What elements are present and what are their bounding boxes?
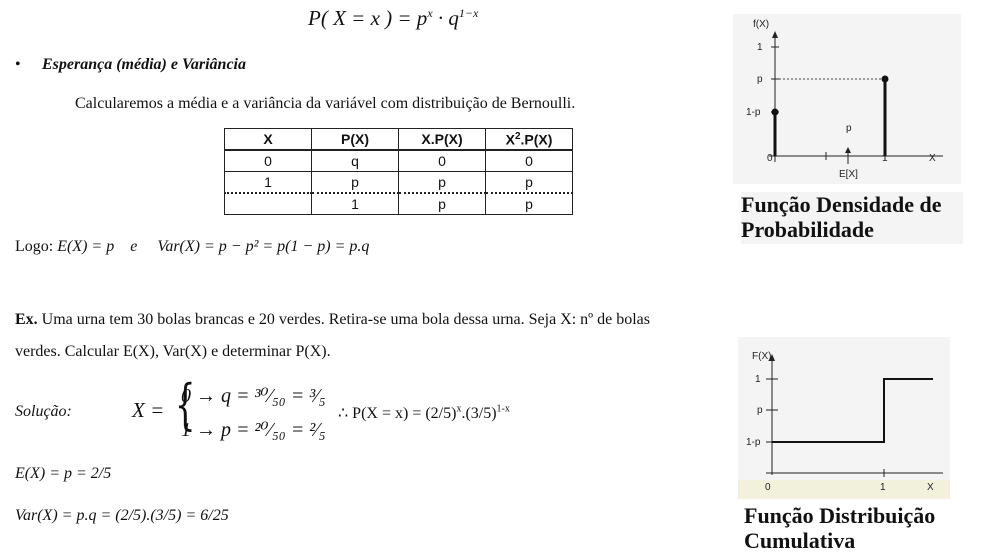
logo-line [15, 238, 369, 256]
solution-label: Solução: [15, 403, 72, 420]
therefore-base: ∴ P(X = x) = (2/5) [338, 405, 457, 422]
example-label: Ex. [15, 311, 38, 328]
table-row-total [225, 193, 573, 215]
example-line-2: verdes. Calcular E(X), Var(X) e determinar P(X). [15, 343, 331, 360]
table-cell: p [399, 193, 486, 215]
cdf-chart [738, 337, 950, 499]
pmf-caption-line-2: Probabilidade [741, 217, 874, 242]
logo-prefix: Logo: [15, 238, 58, 255]
example-line-1 [15, 311, 650, 329]
table-cell: p [486, 193, 573, 215]
therefore-mid: .(3/5) [461, 405, 497, 422]
ex-arrow-head [845, 147, 851, 153]
pmf-caption [741, 192, 963, 244]
xlabel: X [929, 153, 936, 164]
pmf-point-0 [772, 109, 779, 116]
ytick-p: p [757, 74, 763, 85]
bullet-marker: • [15, 56, 21, 73]
formula-mid: · q [432, 6, 459, 30]
table-cell: 0 [399, 150, 486, 172]
pmf-figure [733, 14, 961, 184]
cdf-caption-line-1: Função Distribuição [744, 503, 936, 528]
table-row [225, 172, 573, 194]
ylabel: F(X) [752, 351, 772, 362]
y-axis-arrow [772, 31, 778, 38]
logo-formula: E(X) = p e Var(X) = p − p² = p(1 − p) = p.q [57, 238, 370, 255]
formula-exp-x: x [427, 6, 433, 20]
ytick-1: 1 [757, 42, 763, 53]
table-header: X.P(X) [399, 129, 486, 151]
table-cell: p [399, 172, 486, 194]
pmf-chart [733, 14, 961, 184]
mid-p-label: p [846, 123, 852, 134]
cdf-caption [744, 503, 954, 553]
table-row [225, 150, 573, 172]
table-cell: 0 [486, 150, 573, 172]
xtick-0: 0 [767, 153, 773, 164]
variance-result: Var(X) = p.q = (2/5).(3/5) = 6/25 [15, 507, 229, 524]
formula-lhs: P( X = x ) = p [308, 6, 428, 30]
table-header-row [225, 129, 573, 151]
therefore-exp-x: x [456, 403, 462, 415]
ytick-1: 1 [755, 374, 761, 385]
cases-brace: { [174, 373, 196, 436]
table-cell: q [312, 150, 399, 172]
case-one: 1 → p = ²⁰⁄₅₀ = ²⁄₅ [181, 419, 326, 441]
cdf-step-line [772, 379, 933, 442]
table-header-x2px: $X^2.P(X)$ [486, 129, 573, 151]
table-cell: 1 [312, 193, 399, 215]
example-text-1: Uma urna tem 30 bolas brancas e 20 verdes. Retira-se uma bola dessa urna. Seja X: nº de bolas [37, 311, 650, 328]
ytick-1p: 1-p [746, 107, 761, 118]
cdf-caption-line-2: Cumulativa [744, 528, 856, 553]
case-zero: 0 → q = ³⁰⁄₅₀ = ³⁄₅ [181, 385, 326, 407]
section-heading: Esperança (média) e Variância [42, 56, 246, 73]
ex-label: E[X] [839, 169, 858, 180]
ytick-1p: 1-p [746, 437, 761, 448]
therefore-exp-1-x: 1-x [496, 403, 510, 415]
pmf-point-1 [882, 76, 889, 83]
table-cell: p [486, 172, 573, 194]
therefore-formula [338, 403, 510, 423]
expectation-result: E(X) = p = 2/5 [15, 465, 112, 482]
cdf-figure [738, 337, 950, 499]
ylabel: f(X) [753, 19, 770, 30]
xtick-1: 1 [880, 482, 886, 493]
table-cell [225, 193, 312, 215]
table-cell: 0 [225, 150, 312, 172]
formula-exp-1-x: 1−x [458, 6, 479, 20]
bernoulli-table [224, 128, 573, 215]
pmf-caption-line-1: Função Densidade de [741, 192, 942, 217]
table-header: P(X) [312, 129, 399, 151]
ytick-p: p [757, 405, 763, 416]
xtick-0: 0 [765, 482, 771, 493]
table-header: X [225, 129, 312, 151]
table-cell: 1 [225, 172, 312, 194]
table-cell: p [312, 172, 399, 194]
bernoulli-pmf-formula [308, 6, 478, 31]
solution-x-eq: X = [132, 398, 165, 422]
intro-paragraph: Calcularemos a média e a variância da variável com distribuição de Bernoulli. [75, 95, 576, 112]
xtick-1: 1 [882, 153, 888, 164]
xlabel: X [927, 482, 934, 493]
